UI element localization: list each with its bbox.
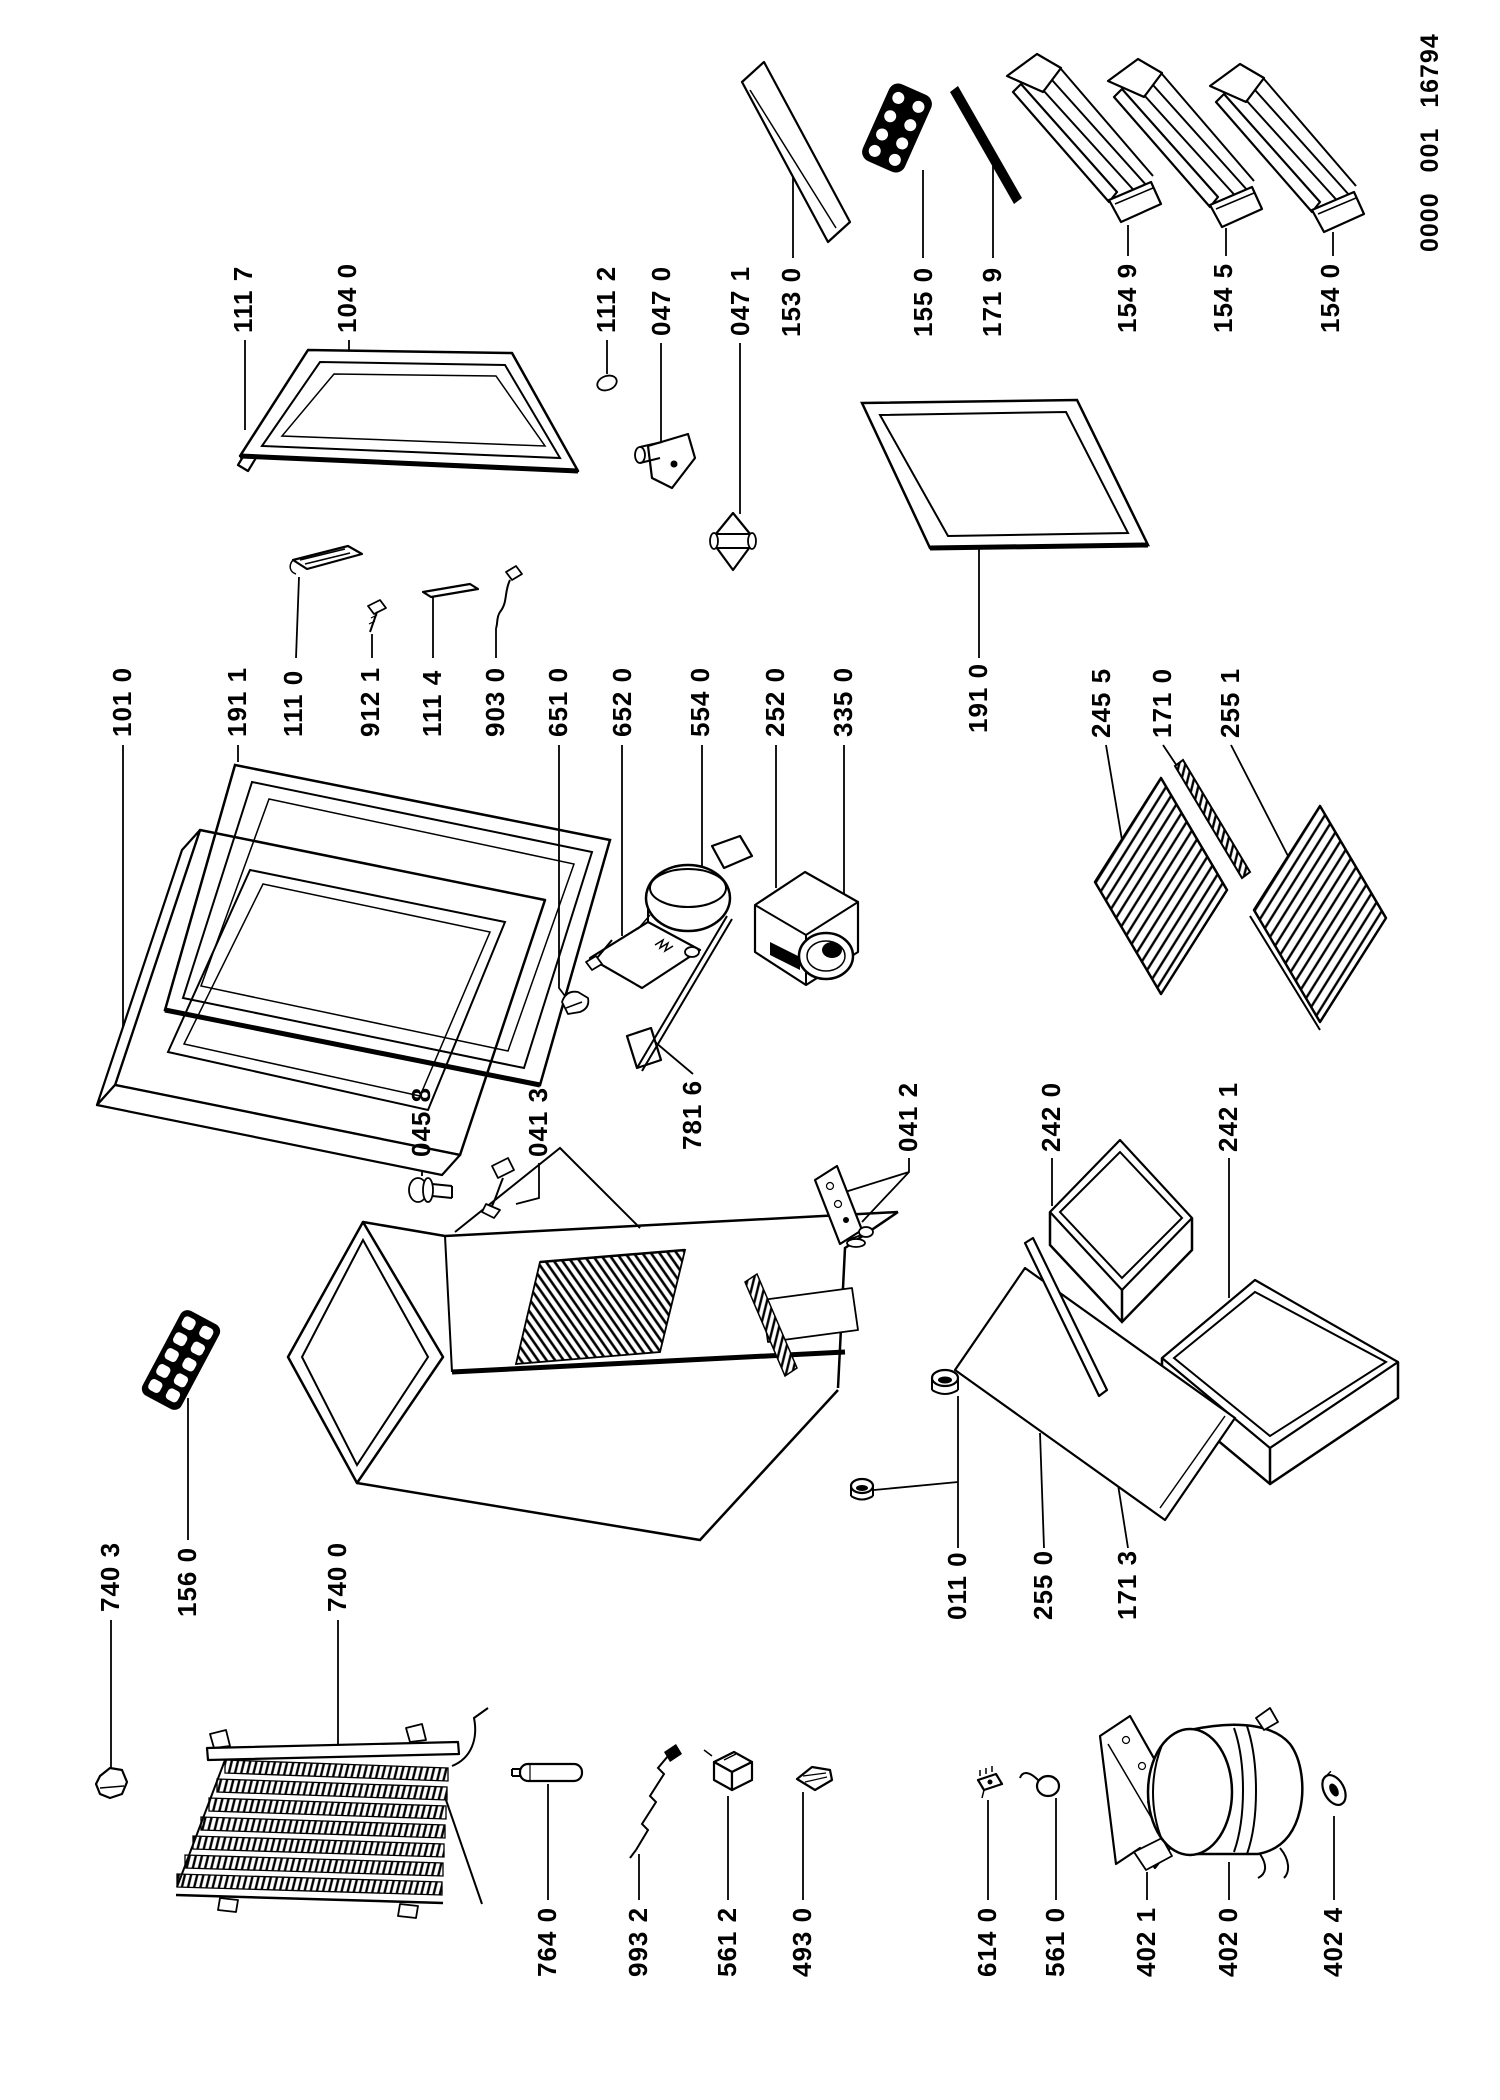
part-label-255-0: 255 0 <box>1028 1549 1058 1620</box>
part-label-104-0: 104 0 <box>332 262 362 333</box>
part-label-402-0: 402 0 <box>1213 1906 1243 1977</box>
part-label-111-4: 111 4 <box>417 669 447 737</box>
part-label-335-0: 335 0 <box>828 666 858 737</box>
part-label-740-3: 740 3 <box>95 1541 125 1612</box>
part-label-153-0: 153 0 <box>776 266 806 337</box>
part-glass-shelf <box>955 1268 1235 1520</box>
part-hinge-upper <box>635 434 695 488</box>
part-label-764-0: 764 0 <box>532 1906 562 1977</box>
part-label-740-0: 740 0 <box>322 1541 352 1612</box>
part-cabinet <box>288 1148 898 1540</box>
part-egg-tray <box>859 80 935 175</box>
part-trim-panel <box>742 62 850 242</box>
part-cap <box>96 1768 127 1798</box>
part-label-781-6: 781 6 <box>677 1079 707 1150</box>
document-number: 0000 001 16794 <box>1416 33 1444 252</box>
part-evaporator-door <box>240 350 578 471</box>
part-label-041-3: 041 3 <box>523 1086 553 1157</box>
part-label-993-2: 993 2 <box>623 1906 653 1977</box>
part-connector-block <box>704 1750 752 1790</box>
part-label-154-0: 154 0 <box>1315 262 1345 333</box>
part-compressor <box>1148 1708 1302 1878</box>
part-label-111-7: 111 7 <box>228 265 258 333</box>
part-label-171-0: 171 0 <box>1147 667 1177 738</box>
part-grommet <box>1317 1769 1351 1808</box>
part-fastener <box>562 992 588 1014</box>
part-label-255-1: 255 1 <box>1215 667 1245 738</box>
part-hinge-bracket <box>815 1166 873 1247</box>
part-door <box>97 830 545 1175</box>
part-label-242-0: 242 0 <box>1036 1081 1066 1152</box>
part-label-652-0: 652 0 <box>607 666 637 737</box>
part-label-155-0: 155 0 <box>908 266 938 337</box>
part-screw-washer <box>409 1178 452 1202</box>
part-grommet-disc <box>799 933 853 979</box>
part-label-011-0: 011 0 <box>942 1551 972 1620</box>
part-label-041-2: 041 2 <box>893 1081 923 1152</box>
part-label-045-8: 045 8 <box>406 1086 436 1157</box>
part-wire-clip <box>1020 1773 1059 1796</box>
part-label-561-2: 561 2 <box>712 1906 742 1977</box>
part-gasket-large <box>862 400 1148 548</box>
part-label-047-0: 047 0 <box>646 265 676 336</box>
part-end-cap <box>290 546 362 574</box>
part-label-912-1: 912 1 <box>355 666 385 737</box>
part-strip <box>423 584 478 597</box>
part-crisper-drawer-1 <box>1050 1140 1192 1322</box>
part-label-156-0: 156 0 <box>172 1546 202 1617</box>
part-label-493-0: 493 0 <box>787 1906 817 1977</box>
part-label-402-1: 402 1 <box>1131 1906 1161 1977</box>
part-clip <box>797 1767 832 1790</box>
part-capillary <box>630 1744 682 1858</box>
part-label-191-0: 191 0 <box>963 662 993 733</box>
part-label-191-1: 191 1 <box>222 666 252 737</box>
part-plug <box>595 373 619 393</box>
part-screw-long <box>496 566 522 628</box>
part-label-245-5: 245 5 <box>1086 667 1116 738</box>
part-terminal <box>978 1766 1002 1798</box>
part-label-111-2: 111 2 <box>591 265 621 333</box>
part-label-561-0: 561 0 <box>1040 1906 1070 1977</box>
part-drier-filter <box>512 1764 582 1781</box>
part-label-242-1: 242 1 <box>1213 1081 1243 1152</box>
part-condenser <box>176 1708 488 1918</box>
part-label-903-0: 903 0 <box>480 666 510 737</box>
part-ice-tray <box>139 1307 223 1412</box>
part-label-171-9: 171 9 <box>977 266 1007 337</box>
part-label-651-0: 651 0 <box>543 666 573 737</box>
part-label-111-0: 111 0 <box>278 669 308 737</box>
part-label-614-0: 614 0 <box>972 1906 1002 1977</box>
part-label-047-1: 047 1 <box>725 265 755 336</box>
part-caps <box>851 1370 958 1500</box>
part-rod <box>950 86 1022 204</box>
part-hinge-lower <box>710 513 756 570</box>
part-screw <box>368 600 386 632</box>
part-label-554-0: 554 0 <box>685 666 715 737</box>
part-label-171-3: 171 3 <box>1112 1549 1142 1620</box>
part-label-101-0: 101 0 <box>107 666 137 737</box>
part-label-154-5: 154 5 <box>1208 262 1238 333</box>
part-label-402-4: 402 4 <box>1318 1906 1348 1977</box>
part-wire-shelf-2 <box>1250 806 1386 1030</box>
part-label-252-0: 252 0 <box>760 666 790 737</box>
part-label-154-9: 154 9 <box>1112 262 1142 333</box>
part-knob-ring <box>638 836 752 931</box>
